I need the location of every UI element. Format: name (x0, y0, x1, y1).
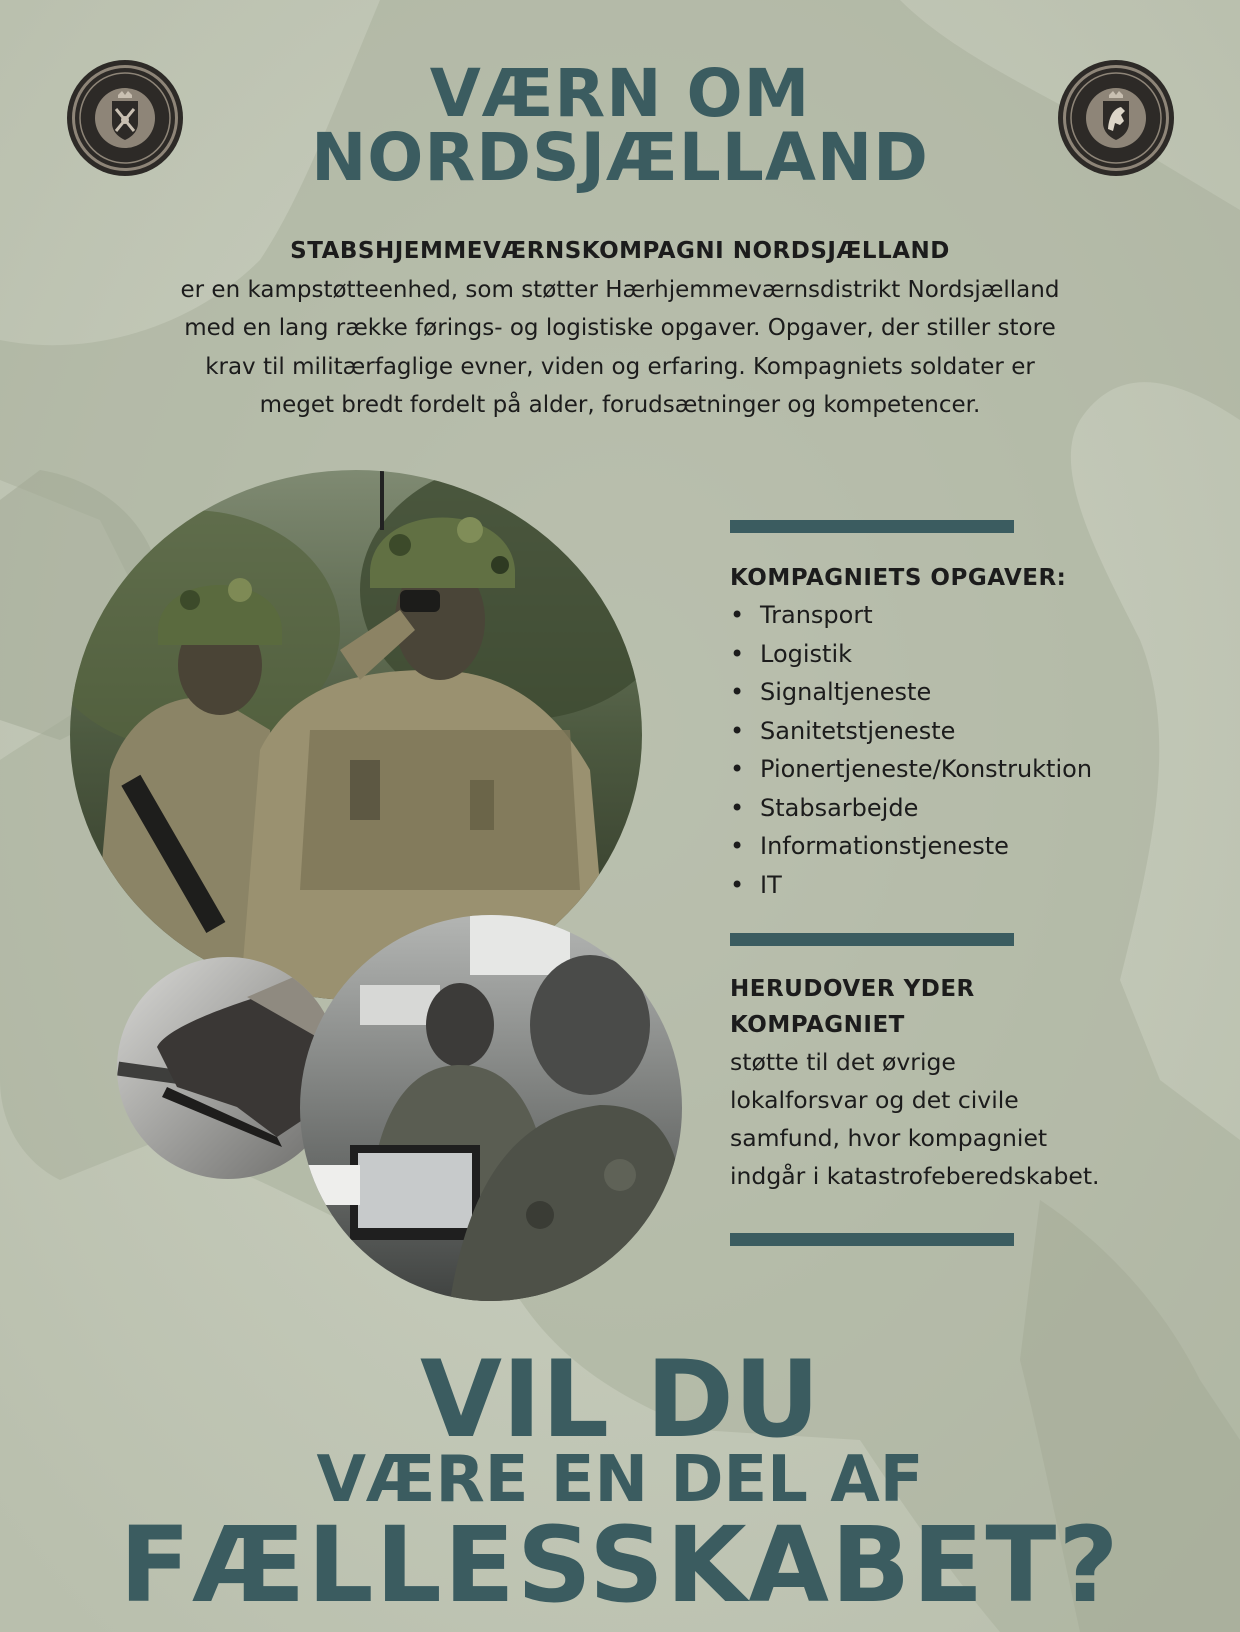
cta-line-2: VÆRE EN DEL AF (316, 1443, 924, 1517)
title-line-1: VÆRN OM (429, 55, 811, 132)
intro-line: med en lang række førings- og logistiske opgaver. Opgaver, der stiller store (184, 315, 1056, 341)
divider-bar (730, 520, 1014, 533)
title-line-2: NORDSJÆLLAND (311, 119, 929, 196)
list-item: • IT (730, 866, 1210, 905)
list-item: • Transport (730, 596, 1210, 635)
intro-line: meget bredt fordelt på alder, forudsætninger og kompetencer. (259, 392, 981, 418)
list-item: • Signaltjeneste (730, 673, 1210, 712)
list-item: • Sanitetstjeneste (730, 712, 1210, 751)
divider-bar (730, 1233, 1014, 1246)
list-item: • Informationstjeneste (730, 827, 1210, 866)
divider-bar (730, 933, 1014, 946)
extra-section (730, 971, 1170, 1195)
extra-heading-line-1: HERUDOVER YDER (730, 976, 975, 1002)
extra-line: indgår i katastrofeberedskabet. (730, 1162, 1100, 1190)
intro-line: krav til militærfaglige evner, viden og erfaring. Kompagniets soldater er (205, 353, 1035, 380)
page-title (0, 55, 1240, 196)
list-item: • Logistik (730, 635, 1210, 674)
intro-heading: STABSHJEMMEVÆRNSKOMPAGNI NORDSJÆLLAND (290, 238, 950, 264)
intro-paragraph (120, 232, 1120, 425)
tasks-list (730, 596, 1210, 904)
extra-line: lokalforsvar og det civile (730, 1086, 1019, 1114)
list-item: • Stabsarbejde (730, 789, 1210, 828)
tasks-heading: KOMPAGNIETS OPGAVER: (730, 565, 1067, 591)
extra-heading-line-2: KOMPAGNIET (730, 1012, 905, 1038)
cta-line-3: FÆLLESSKABET? (119, 1504, 1121, 1626)
intro-line: er en kampstøtteenhed, som støtter Hærhjemmeværnsdistrikt Nordsjælland (180, 276, 1060, 303)
extra-line: støtte til det øvrige (730, 1048, 956, 1076)
cta-line-1: VIL DU (420, 1338, 820, 1461)
extra-line: samfund, hvor kompagniet (730, 1124, 1048, 1152)
office-photo (300, 915, 682, 1301)
tasks-section (730, 560, 1210, 904)
list-item: • Pionertjeneste/Konstruktion (730, 750, 1210, 789)
